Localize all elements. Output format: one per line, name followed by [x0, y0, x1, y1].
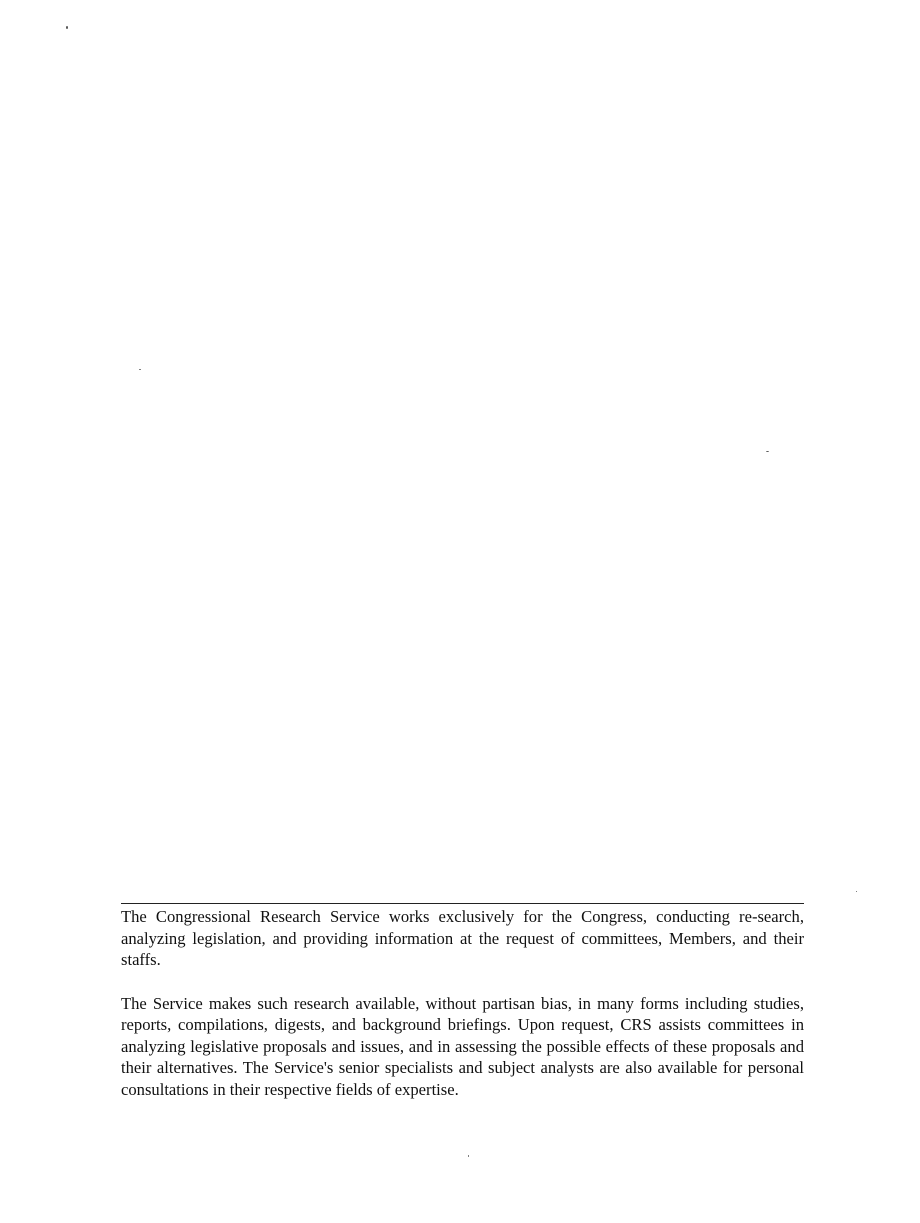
crs-notice-paragraph-1: The Congressional Research Service works exclusively for the Congress, conducting re-search, analyzing legislation, and providing information at the request of committees, Members, and their staffs. [121, 907, 804, 969]
crs-notice-paragraph-2: The Service makes such research available, without partisan bias, in many forms including studies, reports, compilations, digests, and background briefings. Upon request, CRS assists committees in analyzing legislative proposals and issues, and in assessing the possible effects of these proposals and their alternatives. The Service's senior specialists and subject analysts are also available for personal consultations in their respective fields of expertise. [121, 993, 804, 1099]
scan-speck [468, 1155, 469, 1157]
crs-notice [121, 906, 804, 1100]
footnote-rule [121, 903, 804, 904]
scan-speck [66, 26, 68, 29]
scan-speck [766, 451, 769, 452]
scan-speck [856, 891, 857, 892]
scan-speck [139, 369, 141, 370]
